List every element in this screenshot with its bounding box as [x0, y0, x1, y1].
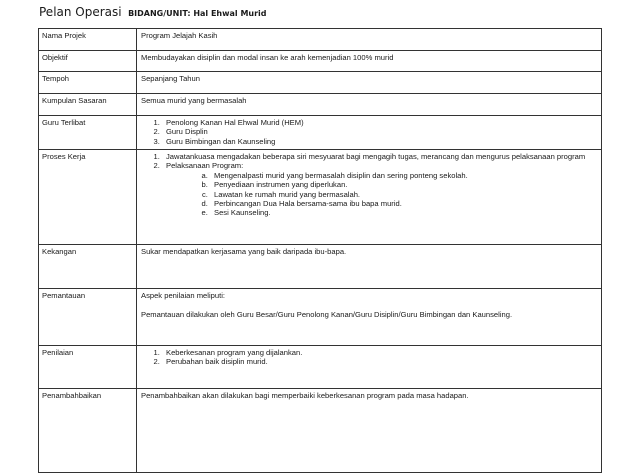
- row-objektif: [39, 51, 602, 72]
- label-guru-terlibat: Guru Terlibat: [39, 116, 137, 150]
- sub-list-item: c. Lawatan ke rumah murid yang bermasalah.: [210, 190, 597, 199]
- value-guru-terlibat: [137, 116, 602, 150]
- row-pemantauan: [39, 289, 602, 346]
- list-item: [162, 161, 597, 217]
- label-nama-projek: Nama Projek: [39, 29, 137, 51]
- list-item-text: Pelaksanaan Program:: [166, 161, 244, 171]
- label-kekangan: Kekangan: [39, 245, 137, 289]
- document-title: [39, 3, 267, 21]
- value-objektif: Membudayakan disiplin dan modal insan ke arah kemenjadian 100% murid: [137, 51, 602, 72]
- operation-plan-table: [38, 28, 602, 473]
- list-item: 1. Penolong Kanan Hal Ehwal Murid (HEM): [162, 118, 597, 127]
- row-kumpulan-sasaran: [39, 94, 602, 116]
- value-kekangan: Sukar mendapatkan kerjasama yang baik daripada ibu-bapa.: [137, 245, 602, 289]
- label-tempoh: Tempoh: [39, 72, 137, 94]
- label-penambahbaikan: Penambahbaikan: [39, 389, 137, 473]
- subtitle-text: BIDANG/UNIT: Hal Ehwal Murid: [128, 9, 267, 18]
- value-tempoh: Sepanjang Tahun: [137, 72, 602, 94]
- row-kekangan: [39, 245, 602, 289]
- label-pemantauan: Pemantauan: [39, 289, 137, 346]
- list-item: 1. Jawatankuasa mengadakan beberapa siri mesyuarat bagi mengagih tugas, merancang dan mengurus pelaksanaan program: [162, 152, 597, 161]
- value-nama-projek: Program Jelajah Kasih: [137, 29, 602, 51]
- pemantauan-line-2: Pemantauan dilakukan oleh Guru Besar/Guru Penolong Kanan/Guru Disiplin/Guru Bimbingan dan Kaunseling.: [141, 310, 513, 320]
- label-proses-kerja: Proses Kerja: [39, 150, 137, 245]
- label-penilaian: Penilaian: [39, 346, 137, 389]
- row-penilaian: [39, 346, 602, 389]
- sub-list-item: e. Sesi Kaunseling.: [210, 208, 597, 217]
- label-objektif: Objektif: [39, 51, 137, 72]
- list-item: 3. Guru Bimbingan dan Kaunseling: [162, 137, 597, 146]
- row-nama-projek: [39, 29, 602, 51]
- row-penambahbaikan: [39, 389, 602, 473]
- penilaian-list: [141, 348, 597, 367]
- pemantauan-line-1: Aspek penilaian meliputi:: [141, 291, 226, 300]
- list-item: 1. Keberkesanan program yang dijalankan.: [162, 348, 597, 357]
- value-penambahbaikan: Penambahbaikan akan dilakukan bagi memperbaiki keberkesanan program pada masa hadapan.: [137, 389, 602, 473]
- sub-list-item: b. Penyediaan instrumen yang diperlukan.: [210, 180, 597, 189]
- value-pemantauan: [137, 289, 602, 346]
- value-kumpulan-sasaran: Semua murid yang bermasalah: [137, 94, 602, 116]
- label-kumpulan-sasaran: Kumpulan Sasaran: [39, 94, 137, 116]
- title-text: Pelan Operasi: [39, 5, 122, 19]
- sub-list-item: d. Perbincangan Dua Hala bersama-sama ibu bapa murid.: [210, 199, 597, 208]
- value-penilaian: [137, 346, 602, 389]
- sub-list-item: a. Mengenalpasti murid yang bermasalah disiplin dan sering ponteng sekolah.: [210, 171, 597, 180]
- list-item: 2. Guru Displin: [162, 127, 597, 136]
- proses-list: [141, 152, 597, 218]
- value-proses-kerja: [137, 150, 602, 245]
- list-item: 2. Perubahan baik disiplin murid.: [162, 357, 597, 366]
- guru-list: [141, 118, 597, 146]
- row-proses-kerja: [39, 150, 602, 245]
- row-tempoh: [39, 72, 602, 94]
- row-guru-terlibat: [39, 116, 602, 150]
- sub-list: [166, 171, 597, 218]
